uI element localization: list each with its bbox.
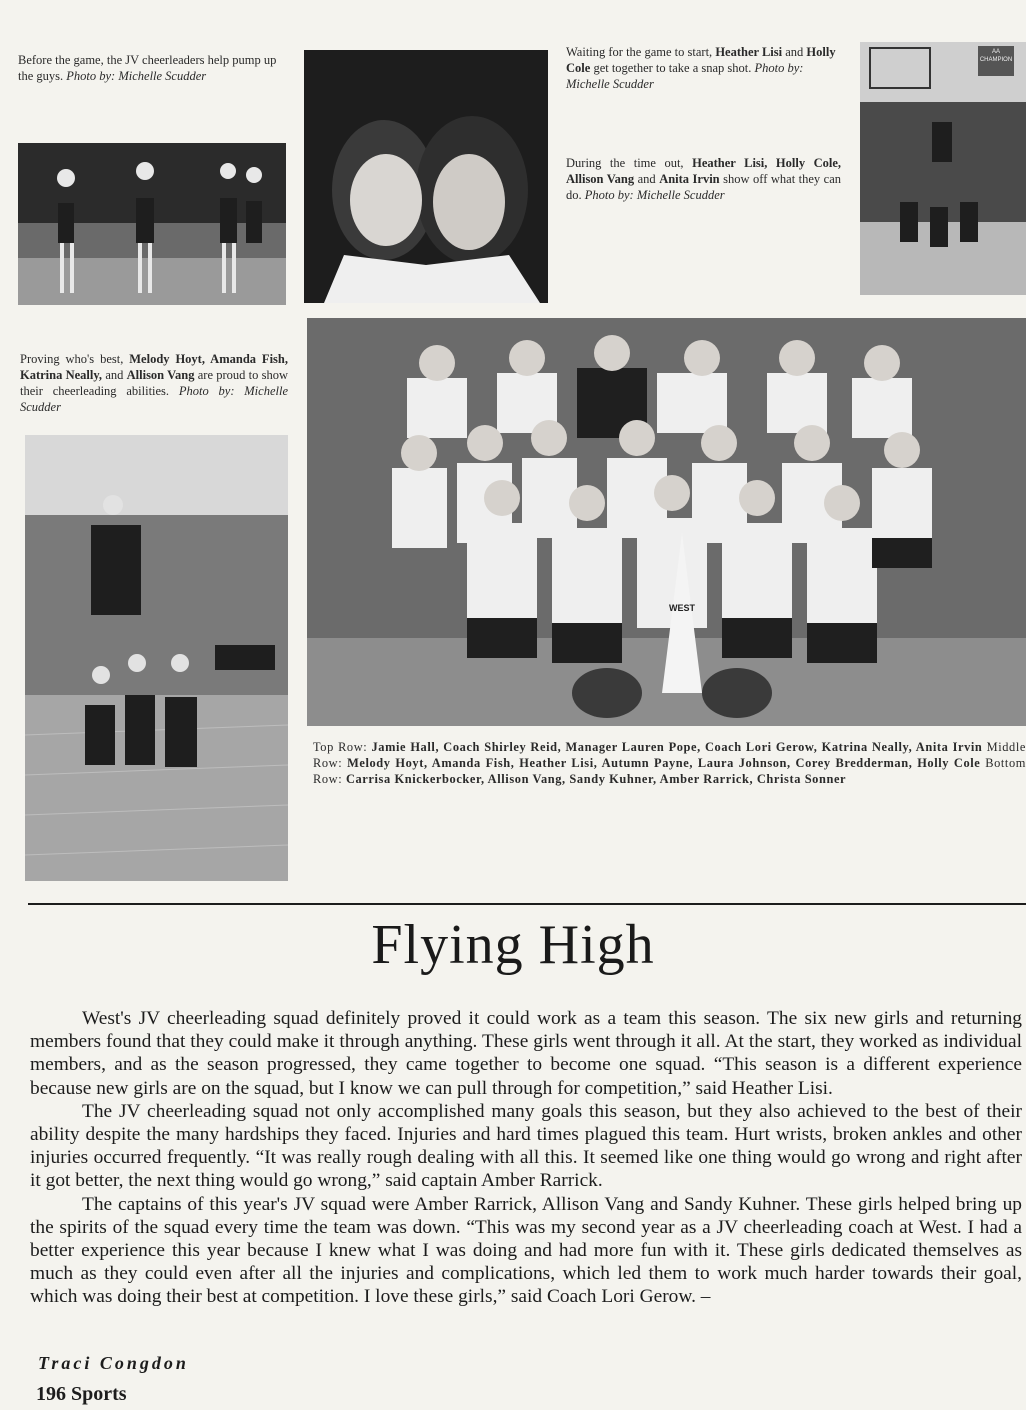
megaphone-text: WEST: [669, 603, 695, 613]
page-folio: 196 Sports: [36, 1383, 127, 1405]
banner-text: AA CHAMPION: [979, 49, 1013, 63]
caption-proving: Proving who's best, Melody Hoyt, Amanda Fish, Katrina Neally, and Allison Vang are proud to show their cheerleading abilities. Photo by: Michelle Scudder: [20, 352, 289, 414]
article-paragraph: West's JV cheerleading squad definitely proved it could work as a team this season. The six new girls and returning members found that they could make it through anything. These girls went through it all. At the start, they worked as individual members, and as the season progressed, they came together to become one squad. “This season is a different experience because new girls are on the squad, but I know we can pull through for competition,” said Heather Lisi.: [30, 1008, 1022, 1099]
photo-credit: Photo by: Michelle Scudder: [20, 384, 288, 414]
photo-credit: Photo by: Michelle Scudder: [566, 61, 804, 91]
article-paragraph: The captains of this year's JV squad were Amber Rarrick, Allison Vang and Sandy Kuhner. These girls helped bring up the spirits of the squad every time the team was down. “This was my second year as a JV cheerleading coach at West. I had a better experience this year because I knew what I was doing and had more fun with it. These girls dedicated themselves as much as they could even after all the injuries and complications, which led them to work much harder towards their goal, which was doing their best at competition. I love these girls,” said Coach Lori Gerow. –: [30, 1193, 1022, 1308]
photo-group-portrait: [307, 318, 1026, 726]
photo-pyramid-stunt: [25, 435, 288, 881]
photo-cheerleaders-pump: [18, 143, 286, 305]
article-title: Flying High: [371, 914, 655, 976]
article-body: [30, 1007, 1022, 1309]
caption-time-out: During the time out, Heather Lisi, Holly Cole, Allison Vang and Anita Irvin show off what they can do. Photo by: Michelle Scudder: [566, 156, 842, 202]
photo-gym-stunt: [860, 42, 1026, 295]
caption-jv-pump: Before the game, the JV cheerleaders help pump up the guys. Photo by: Michelle Scudder: [18, 53, 277, 83]
photo-heather-holly: [304, 50, 548, 303]
caption-snap-shot: Waiting for the game to start, Heather Lisi and Holly Cole get together to take a snap shot. Photo by: Michelle Scudder: [566, 45, 836, 91]
divider-rule: [28, 903, 1026, 905]
photo-credit: Photo by: Michelle Scudder: [584, 188, 725, 202]
caption-group-rows: Top Row: Jamie Hall, Coach Shirley Reid, Manager Lauren Pope, Coach Lori Gerow, Katrina Neally, Anita Irvin Middle Row: Melody Hoyt, Amanda Fish, Heather Lisi, Autumn Payne, Laura Johnson, Corey Bredderman, Holly Cole Bottom Row: Carrisa Knickerbocker, Allison Vang, Sandy Kuhner, Amber Rarrick, Christa Sonner: [313, 740, 1026, 786]
byline: Traci Congdon: [38, 1353, 189, 1373]
article-paragraph: The JV cheerleading squad not only accomplished many goals this season, but they also achieved to the best of their ability despite the many hardships they faced. Injuries and hard times plagued this team. Hurt wrists, broken ankles and other injuries occurred frequently. “It was really rough dealing with all this. It seemed like one thing would go wrong and right after it got better, the next thing would go wrong,” said captain Amber Rarrick.: [30, 1100, 1022, 1192]
photo-credit: Photo by: Michelle Scudder: [66, 69, 207, 83]
